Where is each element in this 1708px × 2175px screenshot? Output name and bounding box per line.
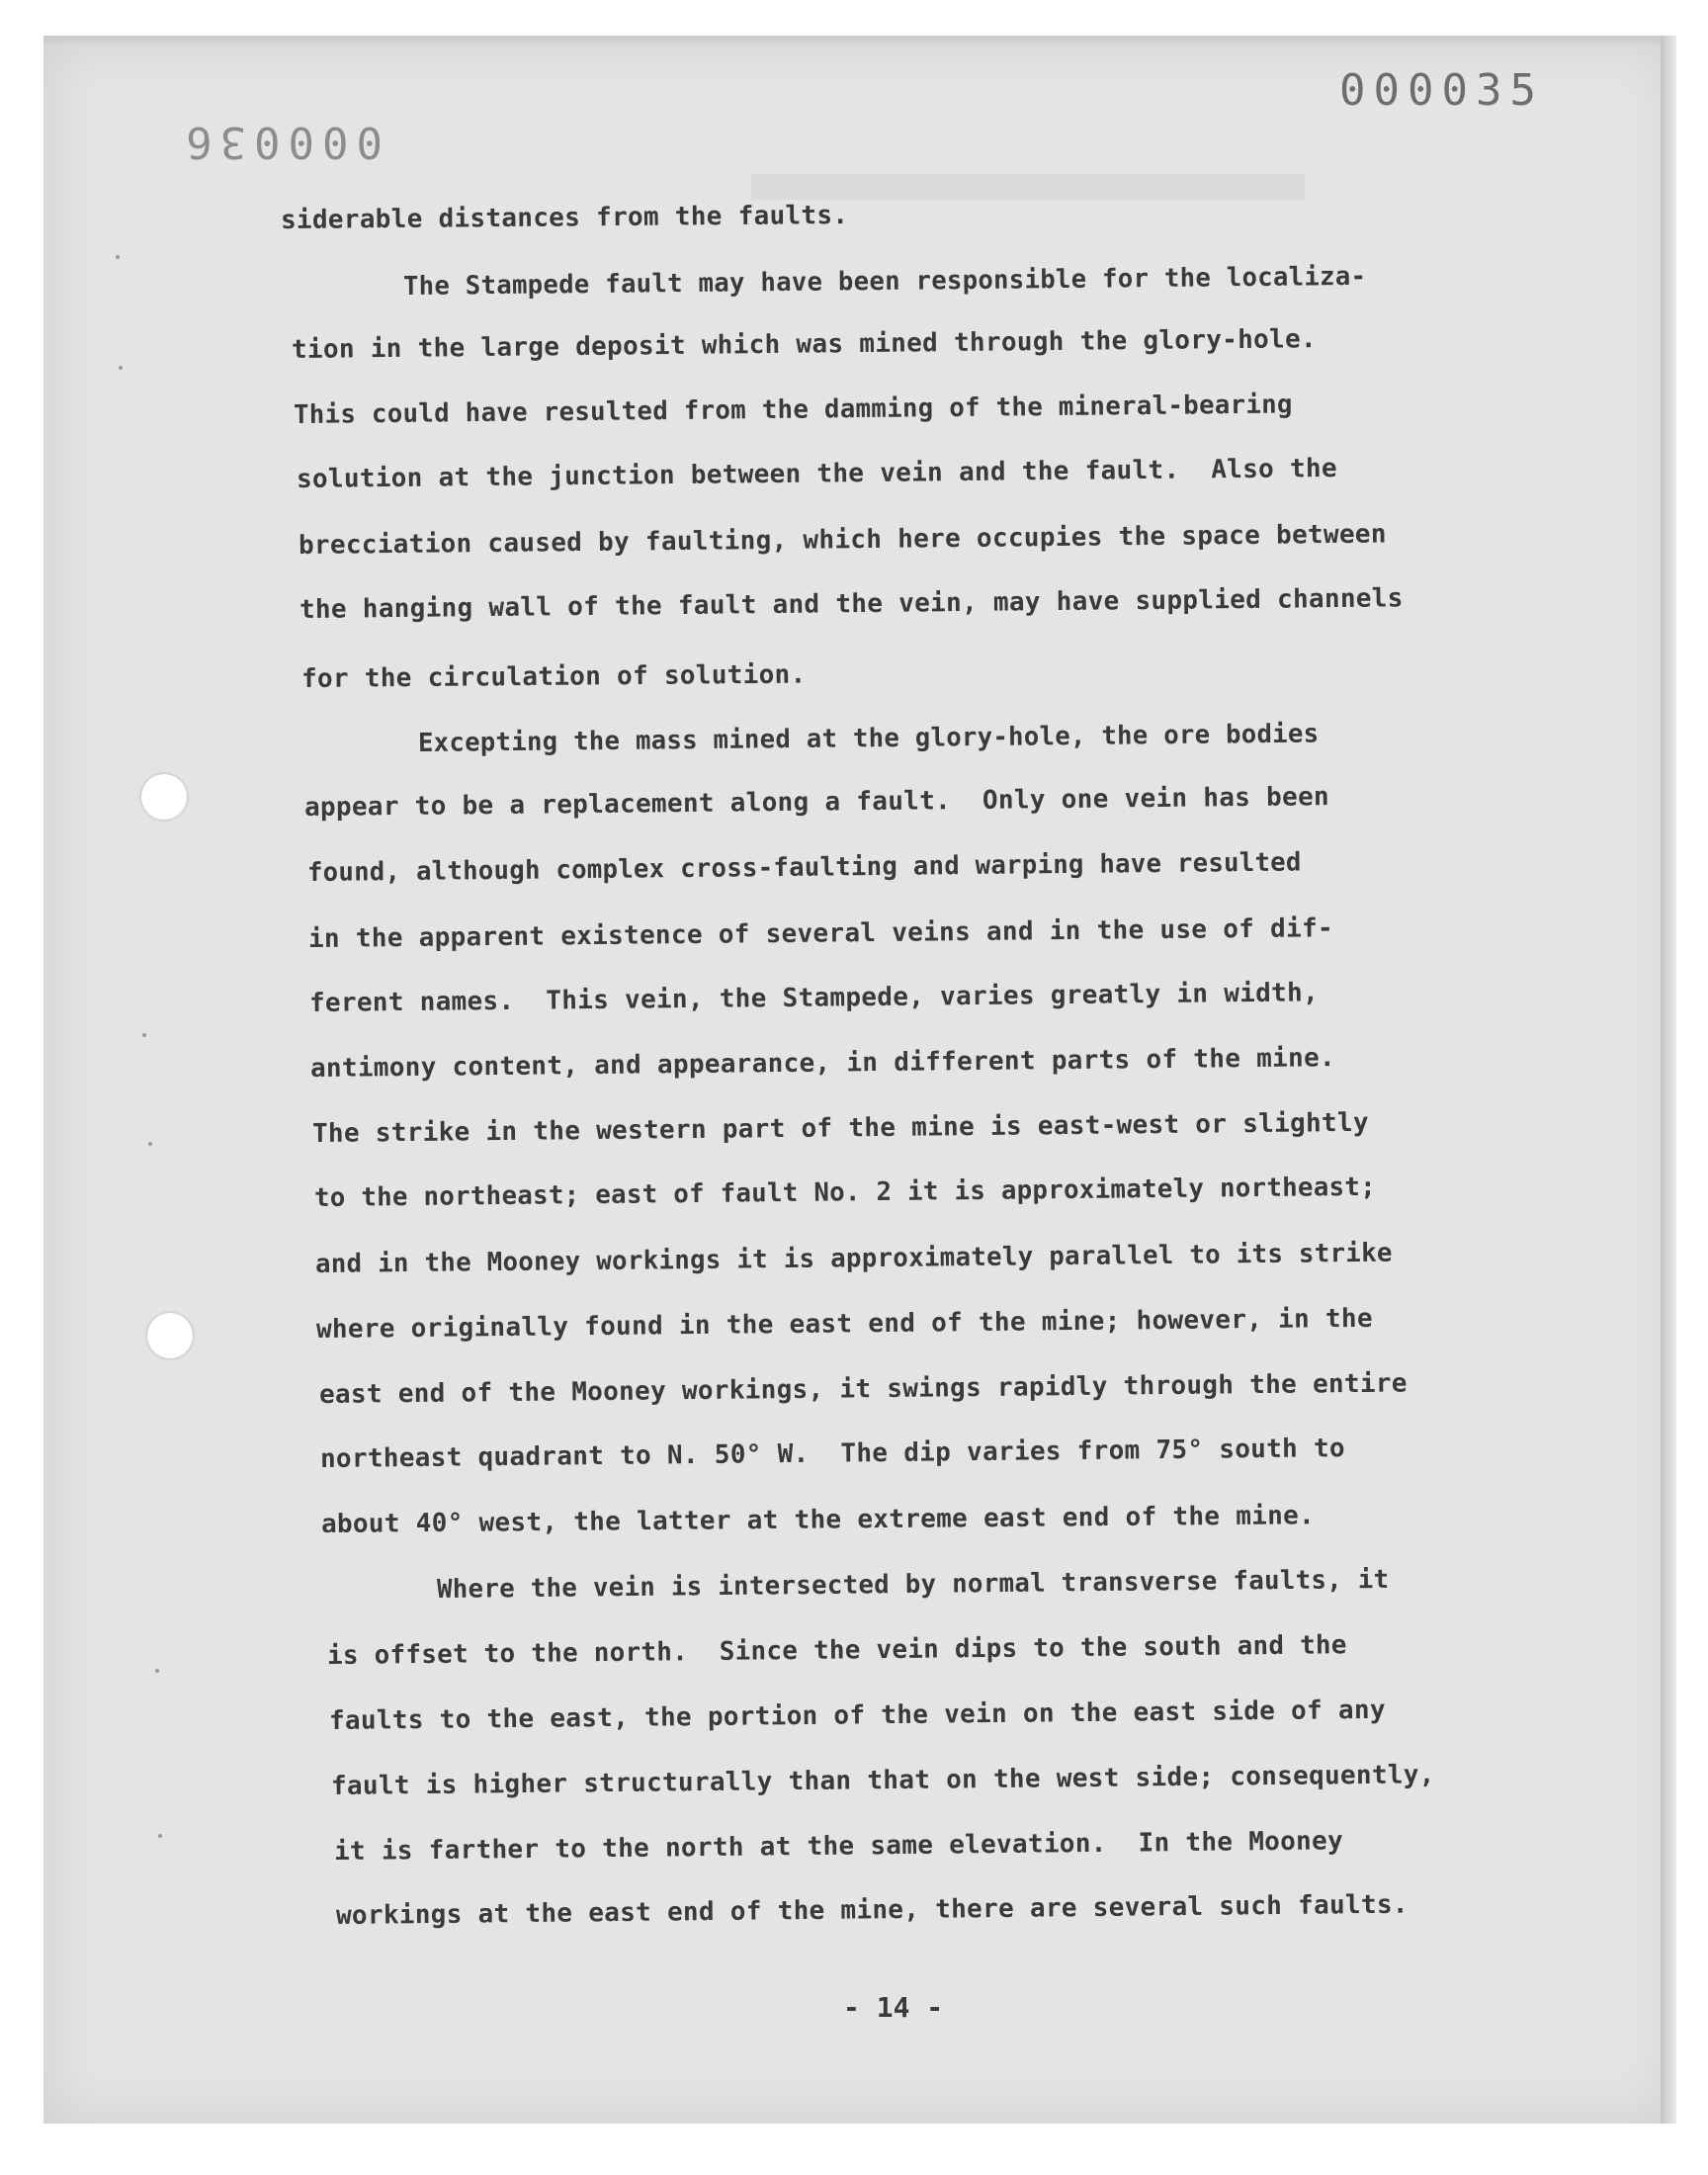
text-line: ferent names. This vein, the Stampede, varies greatly in width, — [308, 978, 1320, 1018]
text-line: siderable distances from the faults. — [280, 200, 849, 235]
text-line: fault is higher structurally than that on the west side; consequently, — [330, 1760, 1435, 1801]
text-line: tion in the large deposit which was mined through the glory-hole. — [291, 324, 1318, 365]
text-line: is offset to the north. Since the vein dips to the south and the — [326, 1630, 1347, 1671]
text-line: about 40° west, the latter at the extreme east end of the mine. — [320, 1501, 1316, 1539]
text-line: The strike in the western part of the mine is east-west or slightly — [311, 1107, 1369, 1149]
text-line: faults to the east, the portion of the vein on the east side of any — [328, 1695, 1386, 1736]
text-line: The Stampede fault may have been responsible for the localiza- — [402, 261, 1367, 302]
text-line: east end of the Mooney workings, it swings rapidly through the entire — [318, 1368, 1408, 1410]
mirrored-bleed-through-stamp: 000036 — [178, 117, 383, 167]
text-line: Excepting the mass mined at the glory-hole, the ore bodies — [417, 719, 1320, 758]
text-line: it is farther to the north at the same elevation. In the Mooney — [333, 1826, 1344, 1867]
text-line: workings at the east end of the mine, there are several such faults. — [335, 1889, 1409, 1931]
text-line: for the circulation of solution. — [300, 659, 807, 694]
text-line: brecciation caused by faulting, which here occupies the space between — [298, 519, 1387, 561]
text-line: in the apparent existence of several veins and in the use of dif- — [307, 914, 1334, 954]
text-line: appear to be a replacement along a fault. Only one vein has been — [303, 782, 1330, 823]
text-line: found, although complex cross-faulting and warping have resulted — [306, 847, 1302, 888]
page-number: - 14 - — [843, 1991, 944, 2024]
text-line: the hanging wall of the fault and the vein, may have supplied channels — [299, 583, 1404, 625]
document-number-stamp: 000035 — [1339, 65, 1544, 116]
text-line: This could have resulted from the damming of the mineral-bearing — [293, 390, 1293, 430]
text-line: antimony content, and appearance, in different parts of the mine. — [309, 1043, 1336, 1084]
text-line: and in the Mooney workings it is approximately parallel to its strike — [314, 1238, 1393, 1279]
text-line: Where the vein is intersected by normal transverse faults, it — [436, 1564, 1390, 1605]
text-line: where originally found in the east end of the mine; however, in the — [315, 1303, 1373, 1345]
text-line: to the northeast; east of fault No. 2 it is approximately northeast; — [313, 1172, 1377, 1213]
text-line: solution at the junction between the vein and the fault. Also the — [296, 453, 1338, 494]
text-line: northeast quadrant to N. 50° W. The dip varies from 75° south to — [319, 1434, 1346, 1474]
